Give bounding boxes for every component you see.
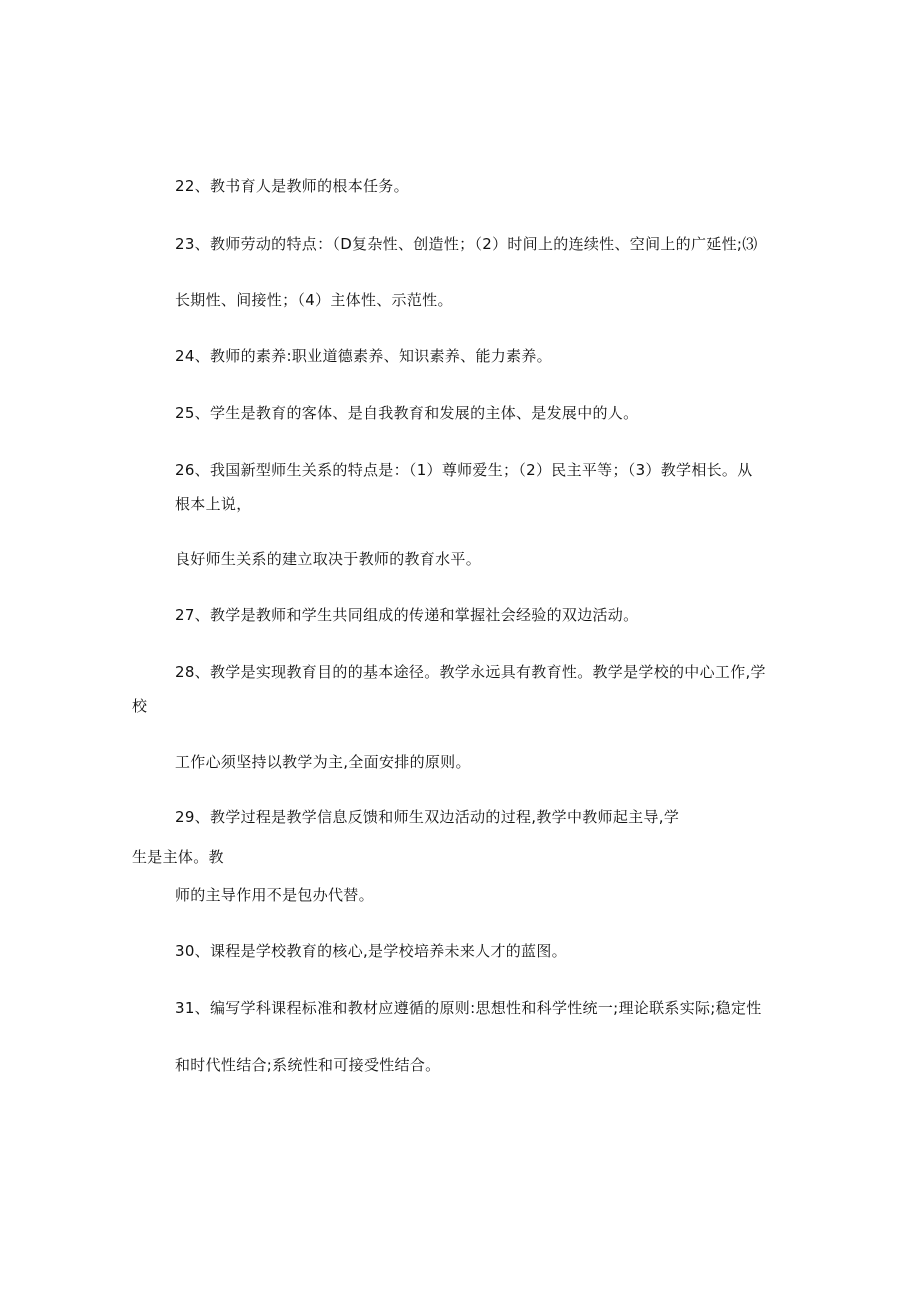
item-30-line-1: 30、课程是学校教育的核心,是学校培养未来人才的蓝图。 bbox=[175, 942, 567, 960]
item-29-line-2: 生是主体。教 bbox=[132, 848, 224, 866]
item-26-line-1: 26、我国新型师生关系的特点是：（1）尊师爱生；（2）民主平等；（3）教学相长。从 bbox=[175, 461, 753, 479]
item-22-line-1: 22、教书育人是教师的根本任务。 bbox=[175, 177, 409, 195]
item-28-line-1: 28、教学是实现教育目的的基本途径。教学永远具有教育性。教学是学校的中心工作,学 bbox=[175, 663, 766, 681]
item-29-line-1: 29、教学过程是教学信息反馈和师生双边活动的过程,教学中教师起主导,学 bbox=[175, 808, 680, 826]
item-31-line-2: 和时代性结合;系统性和可接受性结合。 bbox=[175, 1056, 441, 1074]
item-24-line-1: 24、教师的素养:职业道德素养、知识素养、能力素养。 bbox=[175, 347, 552, 365]
item-31-line-1: 31、编写学科课程标准和教材应遵循的原则:思想性和科学性统一;理论联系实际;稳定性 bbox=[175, 999, 762, 1017]
item-28-line-3: 工作心须坚持以教学为主,全面安排的原则。 bbox=[175, 753, 471, 771]
item-25-line-1: 25、学生是教育的客体、是自我教育和发展的主体、是发展中的人。 bbox=[175, 404, 639, 422]
item-26-line-2: 根本上说， bbox=[175, 495, 252, 513]
item-23-line-2: 长期性、间接性；（4）主体性、示范性。 bbox=[175, 291, 453, 309]
item-28-line-2: 校 bbox=[132, 697, 148, 715]
item-23-line-1: 23、教师劳动的特点：（D复杂性、创造性；（2）时间上的连续性、空间上的广延性;⑶ bbox=[175, 235, 758, 253]
item-29-line-3: 师的主导作用不是包办代替。 bbox=[175, 886, 374, 904]
item-27-line-1: 27、教学是教师和学生共同组成的传递和掌握社会经验的双边活动。 bbox=[175, 606, 639, 624]
item-26-line-3: 良好师生关系的建立取决于教师的教育水平。 bbox=[175, 550, 482, 568]
